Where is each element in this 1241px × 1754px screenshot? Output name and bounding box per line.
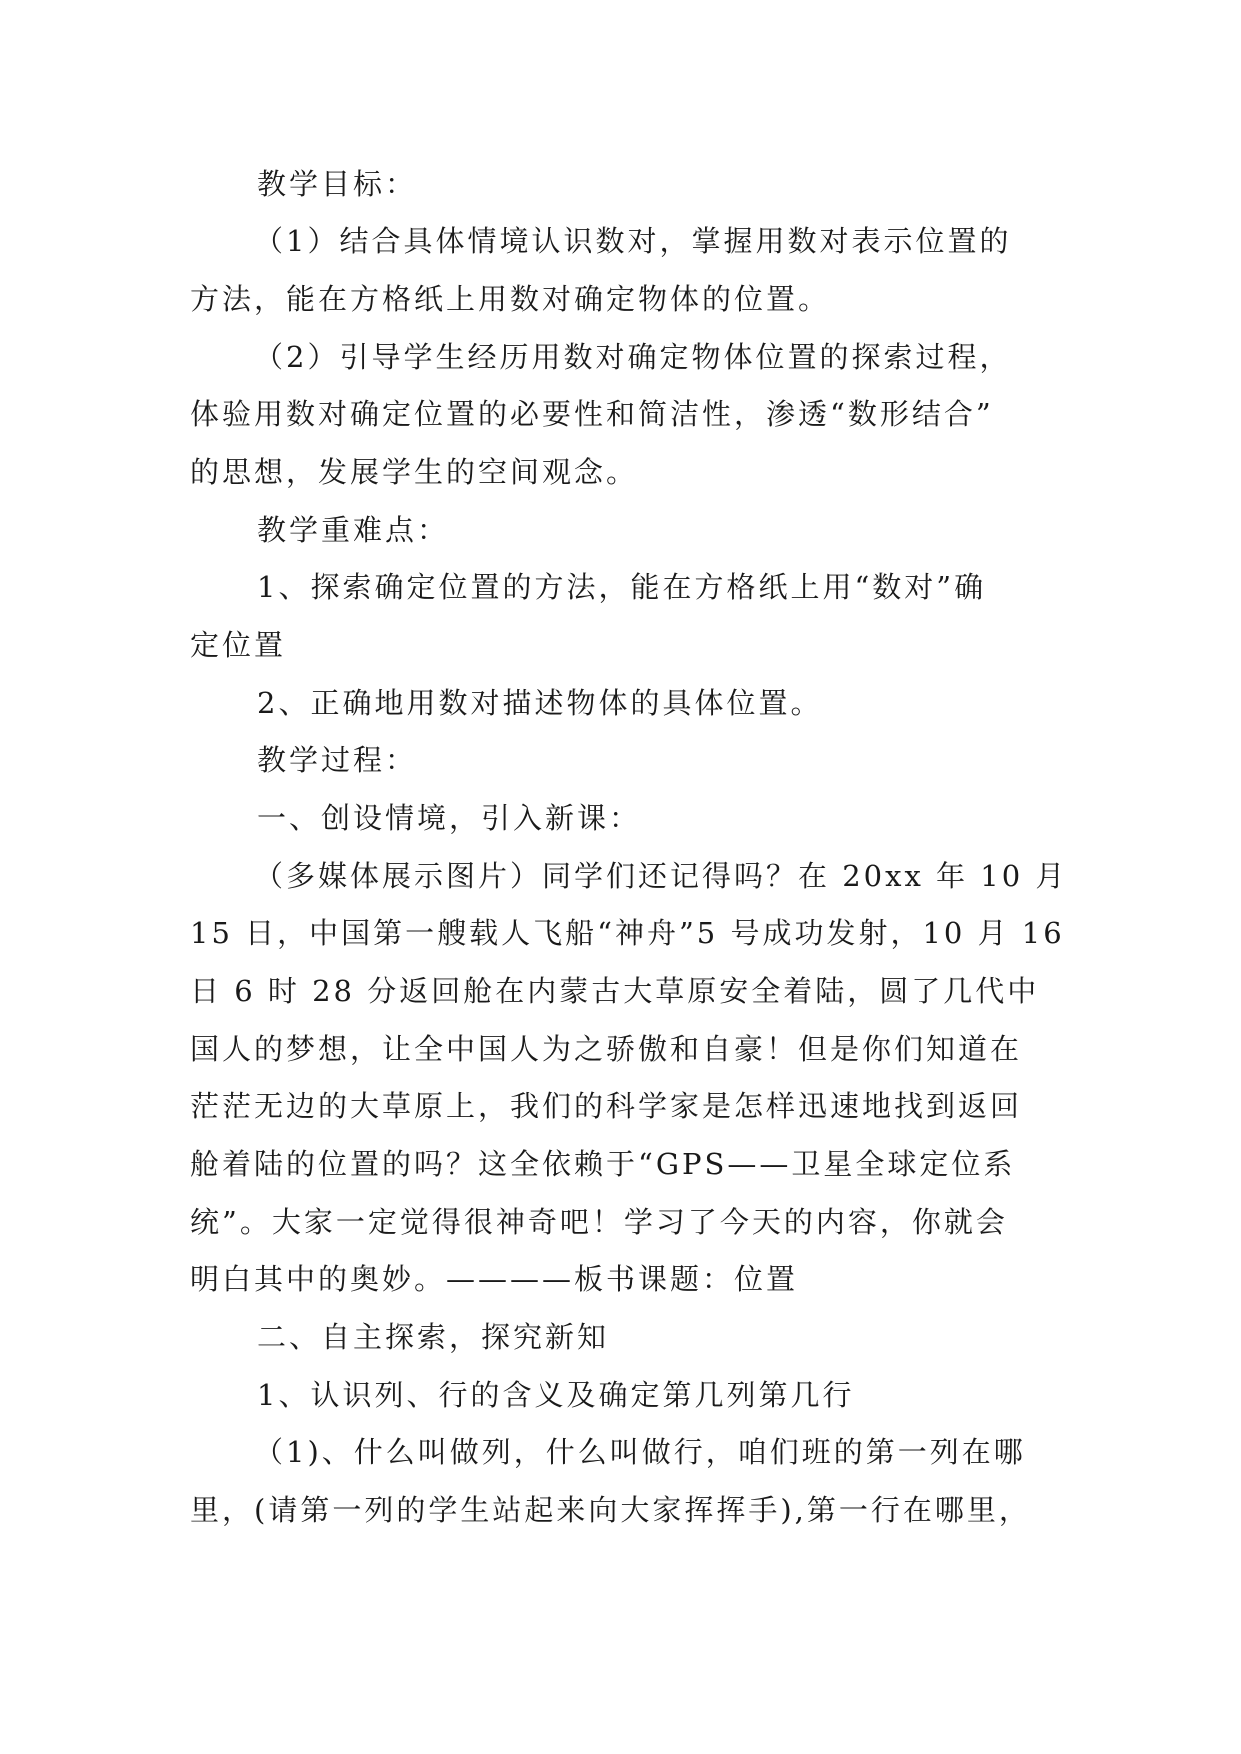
- goal-1-line-2: 方法，能在方格纸上用数对确定物体的位置。: [190, 282, 831, 316]
- heading-teaching-process: 教学过程：: [257, 743, 418, 777]
- intro-paragraph-line-4: 国人的梦想，让全中国人为之骄傲和自豪！但是你们知道在: [190, 1032, 1023, 1066]
- key-point-1-line-2: 定位置: [190, 628, 287, 662]
- intro-paragraph-line-1: （多媒体展示图片）同学们还记得吗？在 20xx 年 10 月: [254, 859, 1068, 893]
- key-point-1-line-1: 1、探索确定位置的方法，能在方格纸上用“数对”确: [257, 570, 987, 604]
- intro-paragraph-line-7: 统”。大家一定觉得很神奇吧！学习了今天的内容，你就会: [190, 1205, 1008, 1239]
- goal-1-line-1: （1）结合具体情境认识数对，掌握用数对表示位置的: [254, 224, 1012, 258]
- subsection-1-paragraph-line-2: 里，(请第一列的学生站起来向大家挥挥手),第一行在哪里，: [190, 1493, 1031, 1527]
- intro-paragraph-line-5: 茫茫无边的大草原上，我们的科学家是怎样迅速地找到返回: [190, 1089, 1023, 1123]
- subsection-1-paragraph-line-1: （1)、什么叫做列，什么叫做行，咱们班的第一列在哪: [254, 1435, 1026, 1469]
- section-1-title: 一、创设情境，引入新课：: [257, 801, 642, 835]
- heading-key-points: 教学重难点：: [257, 513, 450, 547]
- heading-teaching-goals: 教学目标：: [257, 167, 418, 201]
- subsection-1-title: 1、认识列、行的含义及确定第几列第几行: [257, 1378, 855, 1412]
- goal-2-line-1: （2）引导学生经历用数对确定物体位置的探索过程，: [254, 340, 1012, 374]
- goal-2-line-2: 体验用数对确定位置的必要性和简洁性，渗透“数形结合”: [190, 397, 994, 431]
- intro-paragraph-line-6: 舱着陆的位置的吗？这全依赖于“GPS——卫星全球定位系: [190, 1147, 1016, 1181]
- intro-paragraph-line-8: 明白其中的奥妙。————板书课题：位置: [190, 1262, 799, 1296]
- section-2-title: 二、自主探索，探究新知: [257, 1320, 610, 1354]
- intro-paragraph-line-2: 15 日，中国第一艘载人飞船“神舟”5 号成功发射，10 月 16: [190, 916, 1065, 950]
- goal-2-line-3: 的思想，发展学生的空间观念。: [190, 455, 639, 489]
- intro-paragraph-line-3: 日 6 时 28 分返回舱在内蒙古大草原安全着陆，圆了几代中: [190, 974, 1040, 1008]
- key-point-2: 2、正确地用数对描述物体的具体位置。: [257, 686, 823, 720]
